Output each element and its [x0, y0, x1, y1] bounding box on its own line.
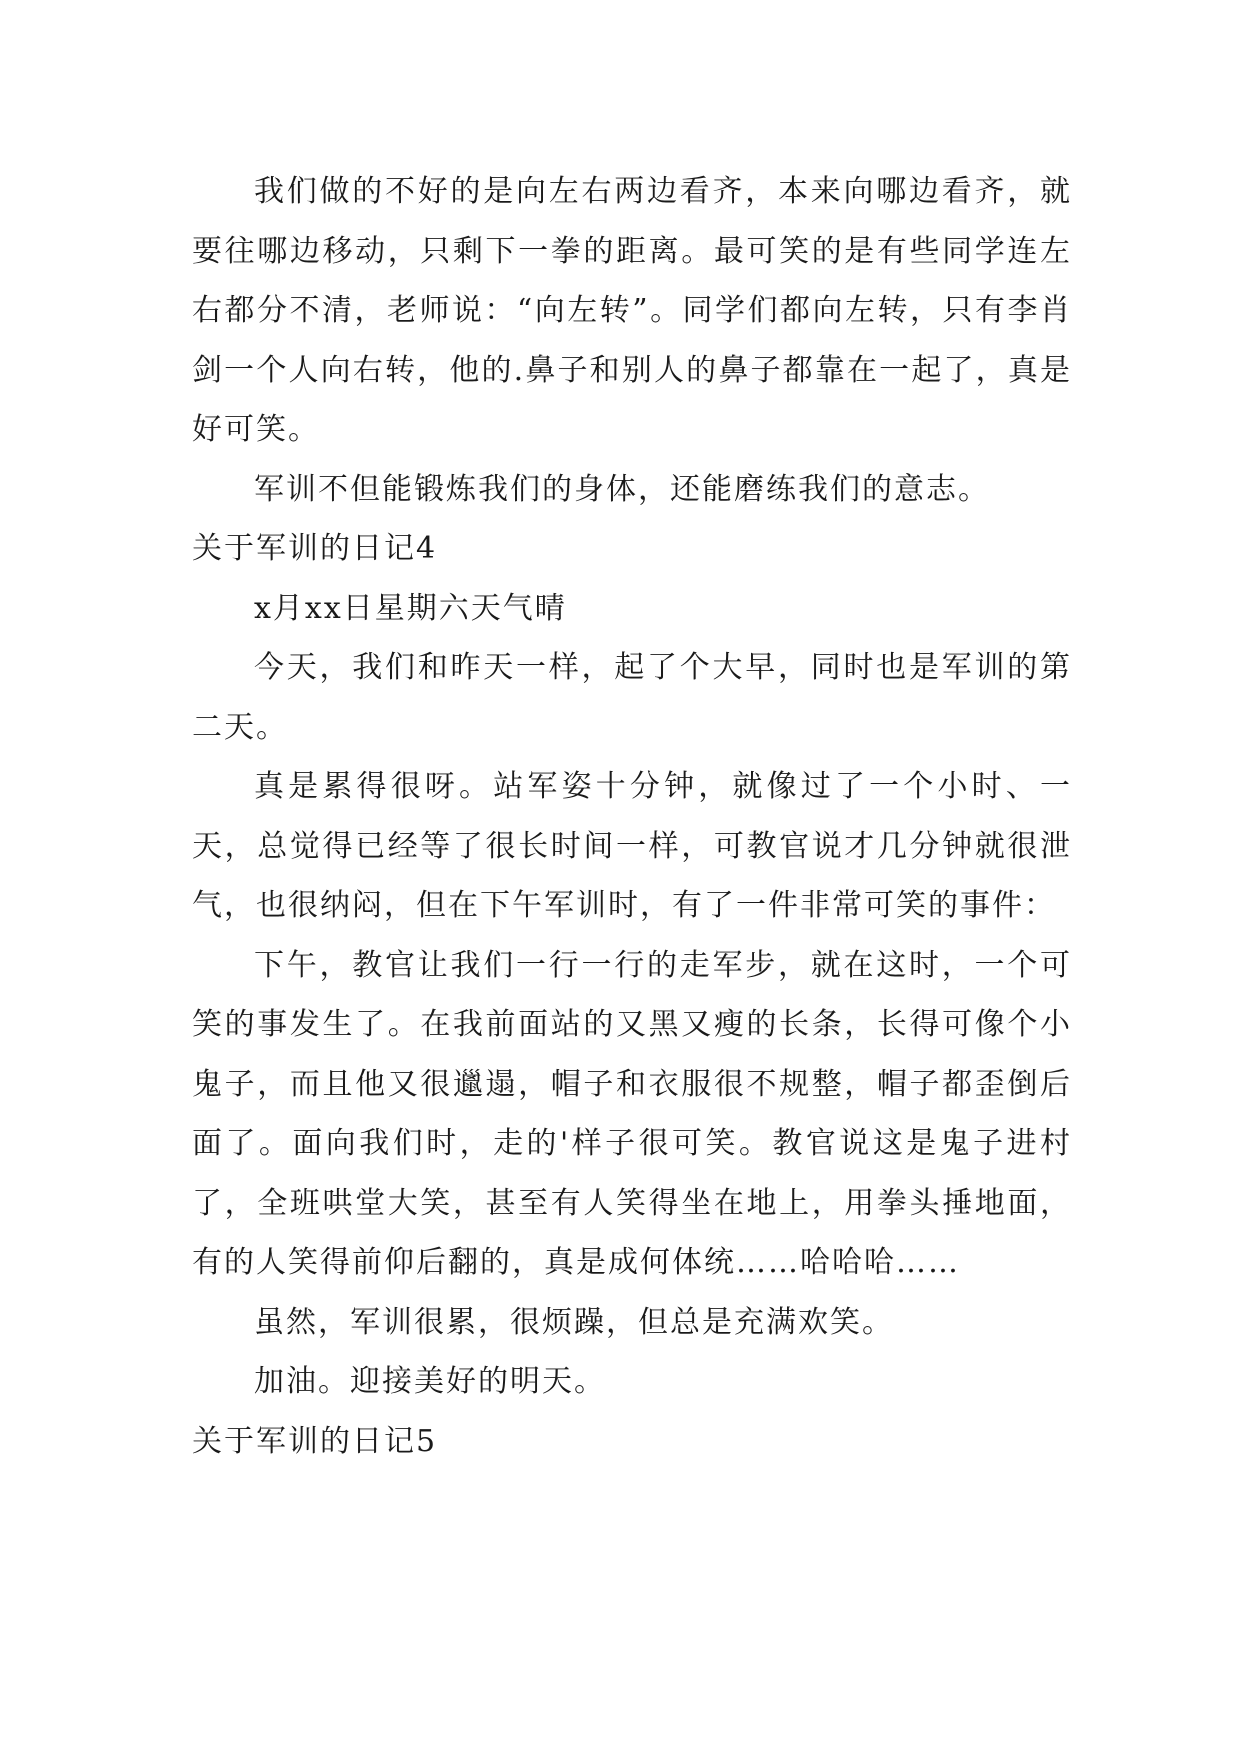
- date-weather-line: x月xx日星期六天气晴: [254, 590, 567, 626]
- paragraph: 军训不但能锻炼我们的身体，还能磨练我们的意志。: [254, 471, 990, 507]
- paragraph: 我们做的不好的是向左右两边看齐，本来向哪边看齐，就要往哪边移动，只剩下一拳的距离。最可笑的是有些同学连左右都分不清，老师说：“向左转”。同学们都向左转，只有李肖剑一个人向右转，他的.鼻子和别人的鼻子都靠在一起了，真是好可笑。: [192, 174, 1072, 447]
- document-body: [192, 162, 1072, 1471]
- paragraph: 下午，教官让我们一行一行的走军步，就在这时，一个可笑的事发生了。在我前面站的又黑又瘦的长条，长得可像个小鬼子，而且他又很邋遢，帽子和衣服很不规整，帽子都歪倒后面了。面向我们时，走的'样子很可笑。教官说这是鬼子进村了，全班哄堂大笑，甚至有人笑得坐在地上，用拳头捶地面，有的人笑得前仰后翻的，真是成何体统……哈哈哈……: [192, 947, 1072, 1280]
- section-heading: 关于军训的日记4: [192, 531, 438, 566]
- paragraph: 虽然，军训很累，很烦躁，但总是充满欢笑。: [254, 1304, 894, 1340]
- paragraph: 今天，我们和昨天一样，起了个大早，同时也是军训的第二天。: [192, 650, 1072, 745]
- section-heading: 关于军训的日记5: [192, 1423, 438, 1459]
- paragraph: 真是累得很呀。站军姿十分钟，就像过了一个小时、一天，总觉得已经等了很长时间一样，可教官说才几分钟就很泄气，也很纳闷，但在下午军训时，有了一件非常可笑的事件：: [192, 769, 1072, 923]
- paragraph: 加油。迎接美好的明天。: [254, 1364, 606, 1399]
